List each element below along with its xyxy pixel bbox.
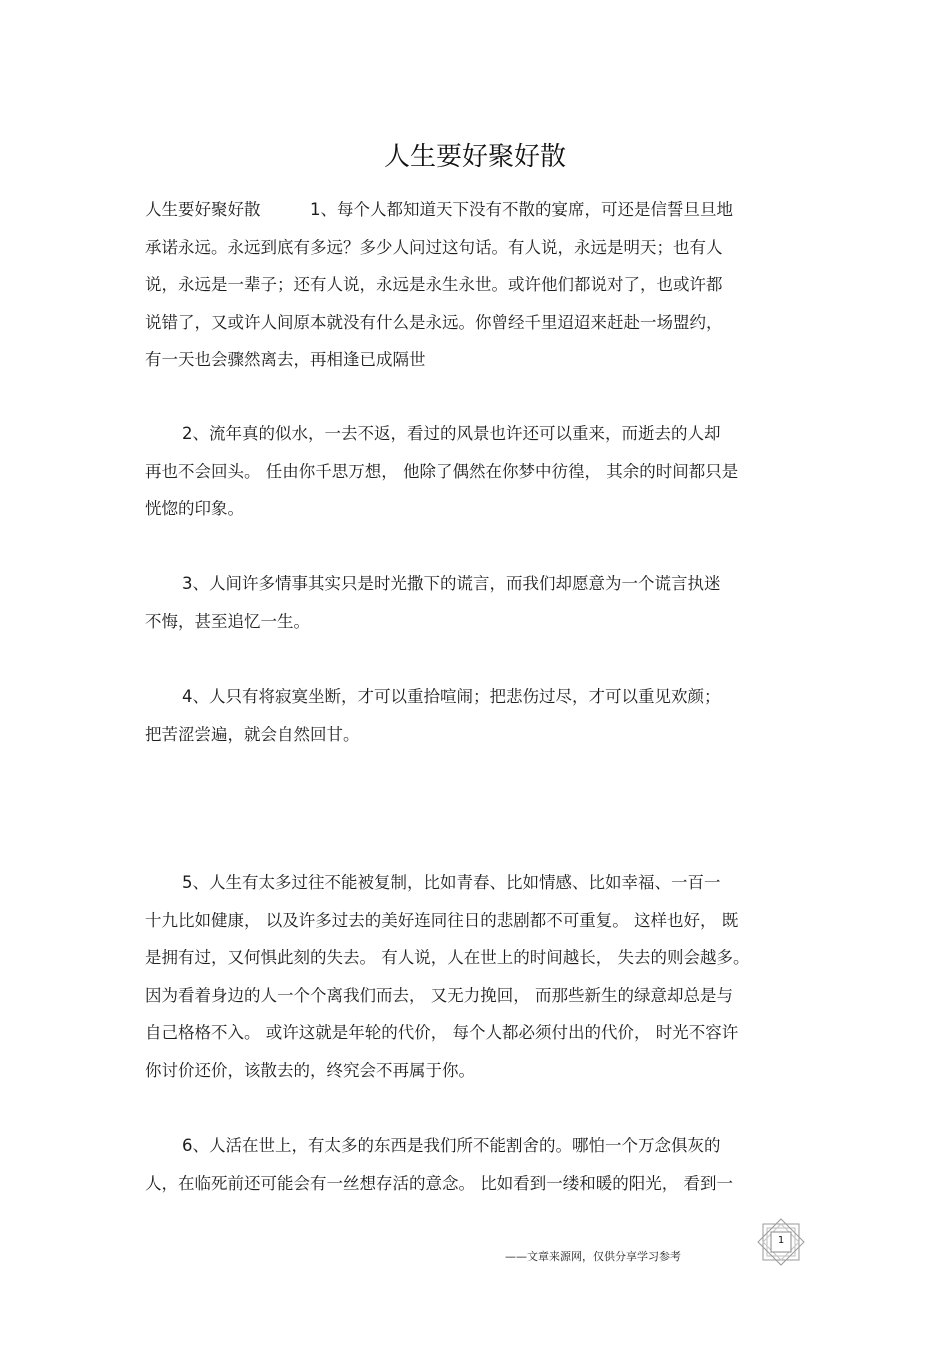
paragraph-line: 十九比如健康， 以及许多过去的美好连同往日的悲剧都不可重复。 这样也好， 既 [145,910,739,930]
paragraph-line: 恍惚的印象。 [145,499,244,518]
paragraph-line: 有一天也会骤然离去，再相逢已成隔世 [145,350,426,369]
paragraph-line: 再也不会回头。 任由你千思万想， 他除了偶然在你梦中彷徨， 其余的时间都只是 [145,461,739,481]
paragraph-line: 你讨价还价，该散去的，终究会不再属于你。 [145,1060,475,1080]
paragraph-line: 人，在临死前还可能会有一丝想存活的意念。 比如看到一缕和暖的阳光， 看到一 [145,1173,733,1193]
paragraph-line: 5、人生有太多过往不能被复制，比如青春、比如情感、比如幸福、一百一 [182,873,721,892]
page-number: 1 [777,1235,785,1246]
paragraph-line: 是拥有过，又何惧此刻的失去。 有人说，人在世上的时间越长， 失去的则会越多。 [145,948,750,967]
paragraph-line: 因为看着身边的人一个个离我们而去， 又无力挽回， 而那些新生的绿意却总是与 [145,985,733,1005]
paragraph-6 [145,1127,810,1202]
document-title: 人生要好聚好散 [383,142,566,172]
paragraph-line: 6、人活在世上，有太多的东西是我们所不能割舍的。哪怕一个万念俱灰的 [182,1136,721,1155]
paragraph-3 [145,565,810,640]
page-number-badge [757,1218,805,1266]
paragraph-line: 不悔，甚至追忆一生。 [145,611,310,631]
paragraph-2 [145,415,810,528]
paragraph-1 [145,191,810,379]
paragraph-line: 承诺永远。永远到底有多远？多少人问过这句话。有人说，永远是明天；也有人 [145,237,723,257]
paragraph-line: 说错了，又或许人间原本就没有什么是永远。你曾经千里迢迢来赶赴一场盟约， [145,312,723,332]
paragraph-line: 把苦涩尝遍，就会自然回甘。 [145,724,360,744]
paragraph-line: 2、流年真的似水，一去不返，看过的风景也许还可以重来，而逝去的人却 [182,424,721,443]
paragraph-line: 人生要好聚好散 1、每个人都知道天下没有不散的宴席，可还是信誓旦旦地 [145,200,733,219]
paragraph-line: 自己格格不入。 或许这就是年轮的代价， 每个人都必须付出的代价， 时光不容许 [145,1023,739,1042]
footer-source-note: ——文章来源网，仅供分享学习参考 [505,1250,681,1263]
paragraph-line: 3、人间许多情事其实只是时光撒下的谎言，而我们却愿意为一个谎言执迷 [182,574,721,593]
paragraph-line: 说，永远是一辈子；还有人说，永远是永生永世。或许他们都说对了，也或许都 [145,275,723,294]
paragraph-5 [145,864,810,1089]
paragraph-line: 4、人只有将寂寞坐断，才可以重拾喧闹；把悲伤过尽，才可以重见欢颜； [182,687,721,706]
paragraph-4 [145,678,810,753]
